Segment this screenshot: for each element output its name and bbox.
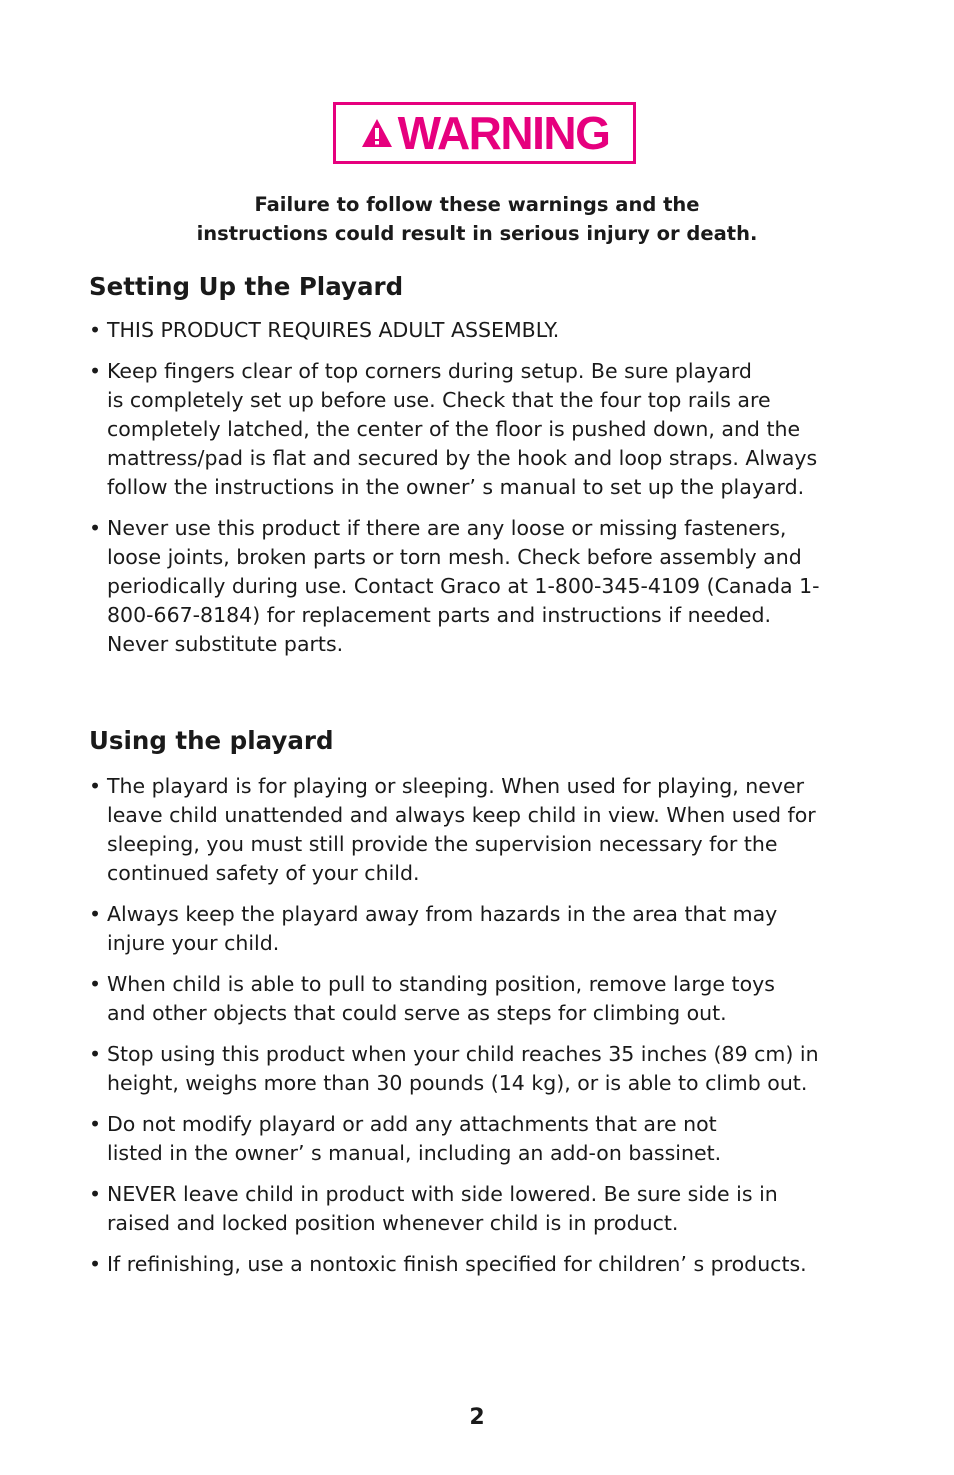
bullet-line: leave child unattended and always keep child in view. When used for (107, 803, 816, 827)
bullet-line: Stop using this product when your child reaches 35 inches (89 cm) in (107, 1042, 819, 1066)
list-item (89, 1180, 879, 1238)
bullet-line: periodically during use. Contact Graco at 1-800-345-4109 (Canada 1- (107, 574, 820, 598)
bullet-text (107, 970, 775, 1028)
using-bullet-list (89, 772, 879, 1291)
bullet-mark: • (89, 359, 102, 383)
bullet-line: loose joints, broken parts or torn mesh. Check before assembly and (107, 545, 802, 569)
list-item (89, 514, 879, 659)
bullet-line: is completely set up before use. Check that the four top rails are (107, 388, 771, 412)
bullet-mark: • (89, 1112, 102, 1136)
warning-banner (333, 102, 636, 164)
list-item (89, 772, 879, 888)
warning-title: WARNING (397, 107, 610, 159)
bullet-text (107, 316, 559, 345)
bullet-line: Never use this product if there are any loose or missing fasteners, (107, 516, 787, 540)
list-item (89, 1040, 879, 1098)
bullet-line: and other objects that could serve as steps for climbing out. (107, 1001, 727, 1025)
bullet-mark: • (89, 1042, 102, 1066)
bullet-text (107, 514, 820, 659)
bullet-line: injure your child. (107, 931, 280, 955)
list-item (89, 970, 879, 1028)
bullet-mark: • (89, 972, 102, 996)
bullet-line: follow the instructions in the owner’ s manual to set up the playard. (107, 475, 805, 499)
list-item (89, 1110, 879, 1168)
list-item (89, 900, 879, 958)
warning-content (360, 107, 610, 159)
bullet-text (107, 1180, 778, 1238)
list-item (89, 316, 879, 345)
page-number: 2 (469, 1405, 485, 1430)
bullet-text (107, 772, 816, 888)
bullet-text (107, 1250, 807, 1279)
bullet-mark: • (89, 516, 102, 540)
bullet-text (107, 357, 817, 502)
bullet-line: If refinishing, use a nontoxic finish specified for children’ s products. (107, 1252, 807, 1276)
bullet-line: height, weighs more than 30 pounds (14 kg), or is able to climb out. (107, 1071, 808, 1095)
bullet-line: Always keep the playard away from hazards in the area that may (107, 902, 778, 926)
bullet-mark: • (89, 1252, 102, 1276)
subtitle-line: instructions could result in serious injury or death. (196, 222, 758, 245)
warning-triangle-icon (360, 117, 394, 149)
bullet-line: mattress/pad is flat and secured by the hook and loop straps. Always (107, 446, 818, 470)
setting-up-bullet-list (89, 316, 879, 671)
bullet-line: Never substitute parts. (107, 632, 344, 656)
section-heading-setting-up: Setting Up the Playard (89, 272, 404, 301)
bullet-line: 800-667-8184) for replacement parts and instructions if needed. (107, 603, 771, 627)
bullet-line: The playard is for playing or sleeping. When used for playing, never (107, 774, 805, 798)
list-item (89, 357, 879, 502)
bullet-line: continued safety of your child. (107, 861, 420, 885)
bullet-line: Do not modify playard or add any attachments that are not (107, 1112, 717, 1136)
bullet-line: sleeping, you must still provide the supervision necessary for the (107, 832, 778, 856)
bullet-line: THIS PRODUCT REQUIRES ADULT ASSEMBLY. (107, 318, 560, 342)
bullet-line: raised and locked position whenever child is in product. (107, 1211, 679, 1235)
bullet-line: listed in the owner’ s manual, including an add-on bassinet. (107, 1141, 722, 1165)
bullet-line: completely latched, the center of the floor is pushed down, and the (107, 417, 801, 441)
bullet-mark: • (89, 1182, 102, 1206)
bullet-text (107, 1110, 721, 1168)
bullet-mark: • (89, 774, 102, 798)
bullet-text (107, 1040, 819, 1098)
section-heading-using: Using the playard (89, 726, 334, 755)
bullet-mark: • (89, 902, 102, 926)
bullet-text (107, 900, 777, 958)
warning-subtitle (0, 190, 954, 248)
subtitle-line: Failure to follow these warnings and the (254, 193, 700, 216)
bullet-mark: • (89, 318, 102, 342)
bullet-line: NEVER leave child in product with side lowered. Be sure side is in (107, 1182, 778, 1206)
bullet-line: Keep fingers clear of top corners during setup. Be sure playard (107, 359, 752, 383)
list-item (89, 1250, 879, 1279)
bullet-line: When child is able to pull to standing position, remove large toys (107, 972, 775, 996)
